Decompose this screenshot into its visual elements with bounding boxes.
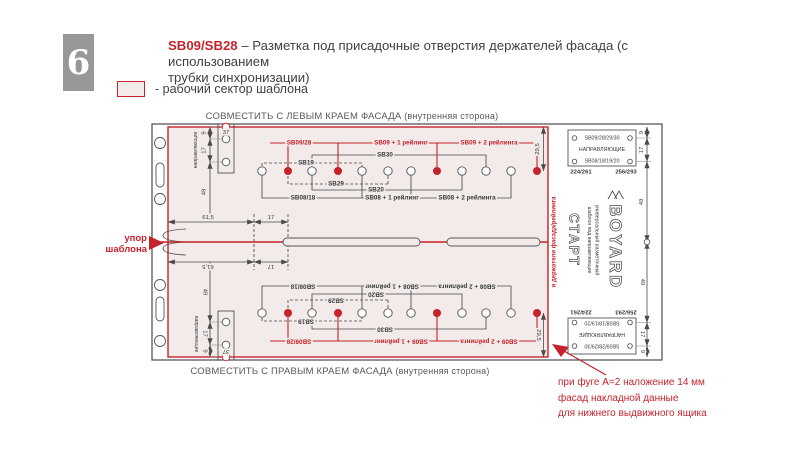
brand-tag1: универсальный разметочный (593, 204, 600, 276)
label-sb08-18: SB08/18 (290, 194, 316, 202)
panel-size-left: 224/261 (570, 169, 592, 176)
brand-logo: BOYARD (606, 204, 624, 290)
dim-9-rb: 9 (639, 349, 645, 354)
label-sb09-2r: SB09 + 2 рейлинга (460, 139, 518, 147)
title-text: – Разметка под присадочные отверстия держателей фасада (с использованием (168, 38, 628, 69)
stop-label-line1: упор (124, 233, 147, 244)
panel-row3: SB08/18/19/20 (584, 158, 620, 165)
center-slot (283, 238, 420, 246)
dim-17: 17 (201, 147, 208, 154)
dim-17-mid: 17 (267, 215, 275, 221)
dim-9-r: 9 (639, 130, 645, 135)
center-slot (447, 238, 540, 246)
label-sb29: SB29 (328, 180, 344, 188)
dim-37-b: 37 (222, 348, 230, 354)
label-sb30-b: SB30 (377, 325, 393, 333)
dim-17-r: 17 (639, 146, 645, 154)
dim-17-b: 17 (201, 330, 208, 337)
label-sb08-2r-b: SB08 + 2 рейлинга (438, 282, 496, 290)
footnote-line2: фасад накладной данные (558, 392, 679, 404)
caption-bottom-suffix: (внутренняя сторона) (395, 366, 490, 376)
dim-61-5: 61,5 (202, 215, 214, 221)
label-sb09-1r: SB09 + 1 рейлинг (374, 139, 428, 147)
legend-label: - рабочий сектор шаблона (155, 82, 308, 96)
dim-9-b: 9 (201, 349, 208, 353)
brand-tag2: шаблон под направляющие (586, 206, 592, 274)
dim-49-b: 49 (201, 288, 208, 296)
dim-49-rb: 49 (639, 278, 645, 286)
label-sb20: SB20 (368, 186, 384, 194)
dim-61-5-b: 61,5 (202, 263, 214, 269)
dim-17-mid-b: 17 (267, 263, 275, 269)
label-sb19: SB19 (298, 159, 314, 167)
label-guides-bottom: направляющие (193, 315, 199, 353)
panel-row2: НАПРАВЛЯЮЩИЕ (578, 147, 626, 153)
dim-37: 37 (222, 130, 230, 136)
panel-row3-b: SB08/18/19/20 (584, 319, 620, 326)
brand-series: СТАРТ (566, 213, 582, 267)
title-line2: трубки синхронизации) (168, 70, 310, 85)
label-sb19-b: SB19 (298, 317, 314, 325)
title-code: SB09/SB28 (168, 38, 238, 53)
label-sb09-2r-b: SB09 + 2 рейлинга (460, 337, 518, 345)
label-sb08-1r: SB08 + 1 рейлинг (365, 194, 419, 202)
footnote-line3: для нижнего выдвижного ящика (558, 408, 707, 419)
panel-size-right: 256/293 (615, 169, 637, 176)
panel-size-left-b: 224/261 (570, 308, 592, 315)
label-sb08-18-b: SB08/18 (290, 282, 316, 290)
panel-row1: SB09/28/29/30 (584, 135, 620, 142)
label-sb30: SB30 (377, 151, 393, 159)
label-holders: и держатели фасада/рейлинга (551, 196, 558, 288)
panel-row2-b: НАПРАВЛЯЮЩИЕ (578, 331, 626, 337)
stop-label-line2: шаблона (105, 244, 147, 255)
label-sb08-2r: SB08 + 2 рейлинга (438, 194, 496, 202)
label-sb09-1r-b: SB09 + 1 рейлинг (374, 337, 428, 345)
label-sb29-b: SB29 (328, 296, 344, 304)
label-sb20-b: SB20 (368, 290, 384, 298)
caption-top-main: СОВМЕСТИТЬ С ЛЕВЫМ КРАЕМ ФАСАДА (205, 111, 402, 122)
caption-top-suffix: (внутренняя сторона) (404, 111, 499, 121)
footnote-line1: при фуге А=2 наложение 14 мм (558, 377, 705, 388)
label-sb09-28-b: SB09/28 (286, 337, 312, 345)
step-number: 6 (66, 42, 91, 83)
label-sb08-1r-b: SB08 + 1 рейлинг (365, 282, 419, 290)
label-sb09-28: SB09/28 (286, 139, 312, 147)
dim-29-5-b: 29,5 (535, 329, 541, 341)
dim-29-5: 29,5 (535, 143, 541, 155)
label-guides-top: направляющие (193, 131, 199, 169)
dim-49: 49 (201, 188, 208, 196)
dim-9: 9 (201, 131, 208, 135)
dim-17-rb: 17 (639, 330, 645, 338)
dim-49-r: 49 (639, 198, 645, 206)
panel-size-right-b: 256/293 (615, 308, 637, 315)
caption-bottom-main: СОВМЕСТИТЬ С ПРАВЫМ КРАЕМ ФАСАДА (190, 366, 393, 377)
panel-row1-b: SB09/28/29/30 (584, 342, 620, 349)
